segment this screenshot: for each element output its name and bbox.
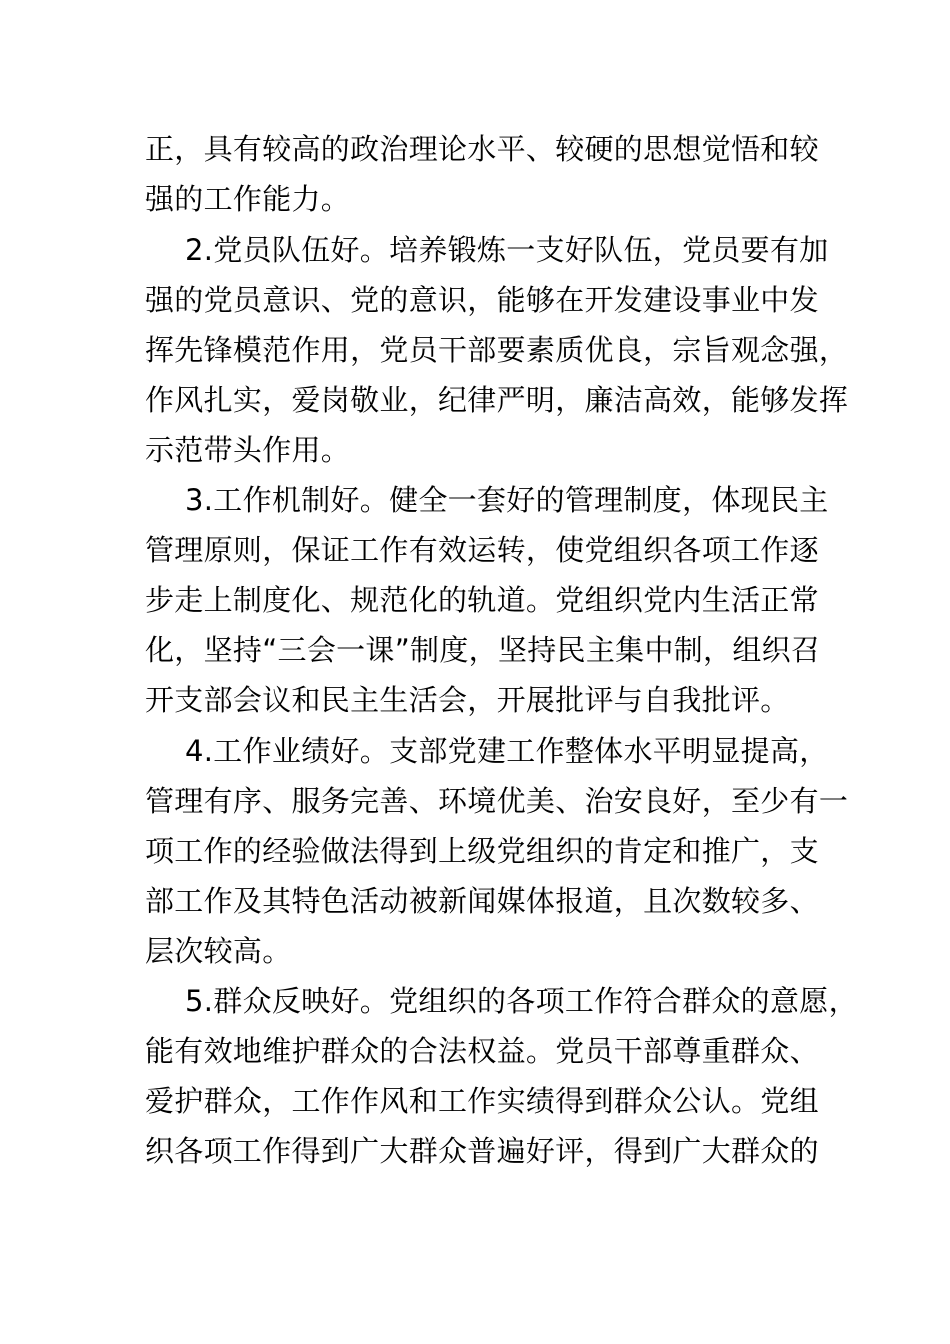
text-line: 部工作及其特色活动被新闻媒体报道，且次数较多、 bbox=[145, 884, 819, 918]
text-line: 化，坚持“三会一课”制度，坚持民主集中制，组织召 bbox=[145, 633, 821, 667]
paragraph-4-first-line: 4.工作业绩好。支部党建工作整体水平明显提高， bbox=[185, 734, 829, 768]
text-line: 管理有序、服务完善、环境优美、治安良好，至少有一 bbox=[145, 784, 849, 818]
text-line: 爱护群众，工作作风和工作实绩得到群众公认。党组 bbox=[145, 1084, 819, 1118]
paragraph-5-first-line: 5.群众反映好。党组织的各项工作符合群众的意愿， bbox=[185, 984, 858, 1018]
text-line: 强的党员意识、党的意识，能够在开发建设事业中发 bbox=[145, 283, 819, 317]
text-line: 项工作的经验做法得到上级党组织的肯定和推广，支 bbox=[145, 834, 819, 868]
text-line: 作风扎实，爱岗敬业，纪律严明，廉洁高效，能够发挥 bbox=[145, 383, 849, 417]
text-line: 挥先锋模范作用，党员干部要素质优良，宗旨观念强， bbox=[145, 333, 849, 367]
text-line: 能有效地维护群众的合法权益。党员干部尊重群众、 bbox=[145, 1034, 819, 1068]
text-line: 开支部会议和民主生活会，开展批评与自我批评。 bbox=[145, 683, 790, 717]
paragraph-3-first-line: 3.工作机制好。健全一套好的管理制度，体现民主 bbox=[185, 483, 829, 517]
text-line: 正，具有较高的政治理论水平、较硬的思想觉悟和较 bbox=[145, 132, 819, 166]
text-line: 强的工作能力。 bbox=[145, 182, 351, 216]
text-line: 示范带头作用。 bbox=[145, 433, 351, 467]
paragraph-2-first-line: 2.党员队伍好。培养锻炼一支好队伍，党员要有加 bbox=[185, 233, 829, 267]
text-line: 步走上制度化、规范化的轨道。党组织党内生活正常 bbox=[145, 583, 819, 617]
text-line: 织各项工作得到广大群众普遍好评，得到广大群众的 bbox=[145, 1134, 819, 1168]
text-line: 层次较高。 bbox=[145, 934, 292, 968]
text-line: 管理原则，保证工作有效运转，使党组织各项工作逐 bbox=[145, 533, 819, 567]
